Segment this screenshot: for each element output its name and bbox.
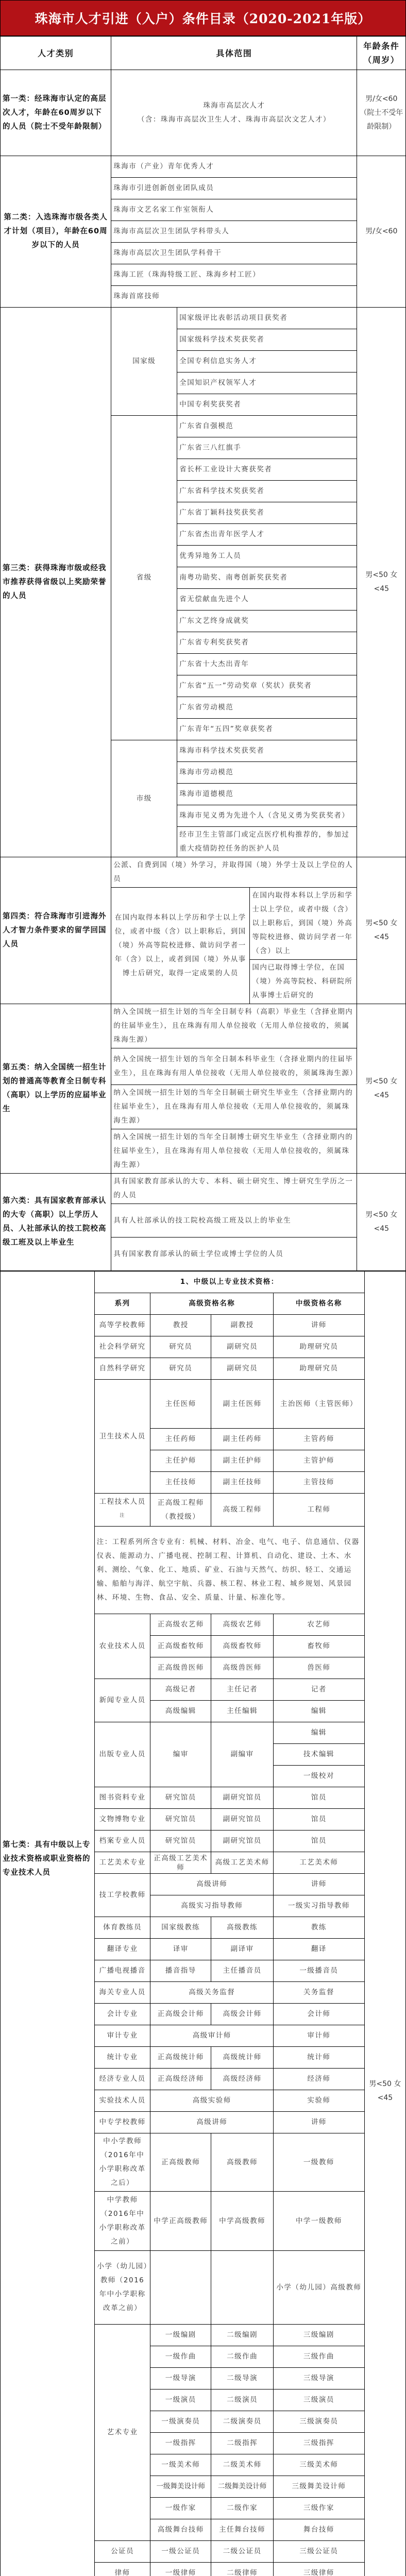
senior-title: 研究员 <box>150 1358 211 1380</box>
intermediate-title: 主管药师 <box>274 1429 365 1450</box>
intermediate-title: 工艺美术师 <box>274 1852 365 1874</box>
category-3: 第三类：获得珠海市级或经我市推荐获得省级以上奖励荣誉的人员 <box>1 308 111 857</box>
list-item: 珠海市文艺名家工作室领衔人 <box>111 199 357 221</box>
list-item: 省无偿献血先进个人 <box>177 589 357 611</box>
senior-title: 副主任护师 <box>211 1450 274 1472</box>
series-name: 文物博物专业 <box>94 1809 150 1831</box>
intermediate-title: 三级舞美设计师 <box>274 2476 365 2498</box>
series-name: 中专学校教师 <box>94 2112 150 2133</box>
list-item: 珠海市（产业）青年优秀人才 <box>111 156 357 178</box>
senior-title: 副研究馆员 <box>211 1831 274 1852</box>
senior-title: 二级指挥 <box>211 2433 274 2454</box>
senior-title: 研究馆员 <box>150 1809 211 1831</box>
scope-text: 珠海市高层次人才 <box>113 99 354 113</box>
senior-title: 一级编剧 <box>150 2325 211 2346</box>
intermediate-title: 助理研究员 <box>274 1358 365 1380</box>
intermediate-title: 一级播音员 <box>274 1960 365 1982</box>
senior-title: 高级畜牧师 <box>211 1636 274 1657</box>
list-item: 南粤功勋奖、南粤创新奖获奖者 <box>177 567 357 589</box>
intermediate-title: 讲师 <box>274 2112 365 2133</box>
senior-title: 高级审计师 <box>150 2025 274 2047</box>
senior-title: 正高级教师 <box>150 2133 211 2192</box>
intermediate-title: 三级编剧 <box>274 2325 365 2346</box>
intermediate-title: 兽医师 <box>274 1657 365 1679</box>
table-row <box>1 70 406 156</box>
senior-title: 高级关务监督 <box>150 1982 274 2004</box>
senior-title: 研究馆员 <box>150 1787 211 1809</box>
table-header <box>1 37 406 70</box>
senior-title: 一级作曲 <box>150 2346 211 2368</box>
senior-title: 一级演员 <box>150 2389 211 2411</box>
senior-title: 二级演奏员 <box>211 2411 274 2433</box>
senior-title: 高级舞台技师 <box>150 2519 211 2541</box>
list-item: 中国专利奖获奖者 <box>177 394 357 416</box>
series-name: 实验技术人员 <box>94 2090 150 2112</box>
age-condition: 男<50 女<45 <box>364 1272 405 2576</box>
age-condition: 男<50 女<45 <box>357 1174 406 1271</box>
intermediate-title: 主治医师（主管医师） <box>274 1380 365 1429</box>
senior-title: 一级指挥 <box>150 2433 211 2454</box>
header-scope: 具体范围 <box>111 37 357 70</box>
series-name: 统计专业 <box>94 2047 150 2069</box>
level-label: 省级 <box>111 416 177 740</box>
senior-title: 一级演奏员 <box>150 2411 211 2433</box>
list-item: 广东省专利奖获奖者 <box>177 632 357 654</box>
list-item: 经市卫生主管部门或定点医疗机构推荐的，参加过重大疫情防控任务的医护人员 <box>177 827 357 857</box>
intermediate-title: 统计师 <box>274 2047 365 2069</box>
talent-catalog-table <box>0 36 406 1271</box>
intermediate-title: 畜牧师 <box>274 1636 365 1657</box>
list-item: 纳入全国统一招生计划的当年全日制本科毕业生（含择业期内的往届毕业生），且在珠海有用人单位接收（无用人单位接收的，须属珠海生源） <box>111 1048 357 1085</box>
senior-title: 高级会计师 <box>211 2004 274 2025</box>
intermediate-title: 三级演员 <box>274 2389 365 2411</box>
senior-title: 一级导演 <box>150 2368 211 2389</box>
senior-title: 高级工程师 <box>211 1494 274 1527</box>
column-header: 高级资格名称 <box>150 1293 274 1315</box>
senior-title: 二级导演 <box>211 2368 274 2389</box>
engineering-note: 注：工程系列所含专业有：机械、材料、冶金、电气、电子、信息通信、仪器仪表、能源动力、广播电视、控制工程、计算机、自动化、建设、土木、水利、测绘、气象、化工、地质、矿业、石油与天然气、纺织、轻工、交通运输、船舶与海洋、航空宇航、兵器、核工程、林业工程、城乡规划、风景园林、环境、生物、食品、安全、质量、计量、标准化等。 <box>94 1527 364 1614</box>
senior-title: 主任护师 <box>150 1450 211 1472</box>
series-name: 体育教练员 <box>94 1917 150 1939</box>
intermediate-title: 主管护师 <box>274 1450 365 1472</box>
intermediate-title: 三级美术师 <box>274 2454 365 2476</box>
list-item: 在国内取得本科以上学历和学士以上学位，或者中级（含）以上职称后，到国（境）外高等院校进修、做访问学者一年（含）以上，或者到国（境）外从事博士后研究，取得一定成果的人员 <box>111 888 250 1004</box>
senior-title: 副研究馆员 <box>211 1787 274 1809</box>
empty-cell <box>211 2251 274 2325</box>
senior-title: 二级舞美设计师 <box>211 2476 274 2498</box>
intermediate-title: 助理研究员 <box>274 1336 365 1358</box>
intermediate-title: 编辑 <box>274 1701 365 1722</box>
list-item: 珠海市道德模范 <box>177 784 357 805</box>
series-name: 社会科学研究 <box>94 1336 150 1358</box>
senior-title: 一级美术师 <box>150 2454 211 2476</box>
note-marker: 注 <box>120 1513 125 1518</box>
senior-title: 副译审 <box>211 1939 274 1960</box>
age-condition: 男<50 女<45 <box>357 308 406 857</box>
series-name: 中学教师（2016年中小学职称改革之前） <box>94 2192 150 2251</box>
page-title: 珠海市人才引进（入户）条件目录（2020-2021年版） <box>0 0 406 36</box>
senior-title: 正高级畜牧师 <box>150 1636 211 1657</box>
senior-title: 高级编辑 <box>150 1701 211 1722</box>
senior-title: 研究馆员 <box>150 1831 211 1852</box>
intermediate-title: 三级作家 <box>274 2498 365 2519</box>
intermediate-title: 三级指挥 <box>274 2433 365 2454</box>
series-name: 会计专业 <box>94 2004 150 2025</box>
intermediate-title: 小学（幼儿园）高级教师 <box>274 2251 365 2325</box>
list-item: 公派、自费到国（境）外学习，并取得国（境）外学士及以上学位的人员 <box>111 857 357 888</box>
senior-title: 正高级工艺美术师 <box>150 1852 211 1874</box>
senior-title: 二级律师 <box>211 2563 274 2576</box>
series-name: 中小学教师（2016年中小学职称改革之后） <box>94 2133 150 2192</box>
category-7: 第七类：具有中级以上专业技术资格或职业资格的专业技术人员 <box>1 1272 95 2576</box>
series-name: 技工学校教师 <box>94 1874 150 1917</box>
age-condition: 男/女<60 <box>357 156 406 308</box>
series-name: 图书资料专业 <box>94 1787 150 1809</box>
list-item: 广东省科学技术奖获奖者 <box>177 481 357 502</box>
senior-title: 一级舞美设计师 <box>150 2476 211 2498</box>
senior-title: 副主任医师 <box>211 1380 274 1429</box>
category-1: 第一类：经珠海市认定的高层次人才，年龄在60周岁以下的人员（院士不受年龄限制） <box>1 70 111 156</box>
list-item: 纳入全国统一招生计划的当年全日制博士研究生毕业生（含择业期内的往届毕业生），且在珠海有用人单位接收（无用人单位接收的，须属珠海生源） <box>111 1129 357 1174</box>
senior-title: 高级统计师 <box>211 2047 274 2069</box>
list-item: 广东省杰出青年医学人才 <box>177 524 357 546</box>
intermediate-title: 经济师 <box>274 2069 365 2090</box>
senior-title: 高级经济师 <box>211 2069 274 2090</box>
senior-title: 一级公证员 <box>150 2541 211 2563</box>
list-item: 纳入全国统一招生计划的当年全日制专科（高职）毕业生（含择业期内的往届毕业生），且在珠海有用人单位接收（无用人单位接收的，须属珠海生源） <box>111 1004 357 1048</box>
scope-text: （含：珠海市高层次卫生人才、珠海市高层次文艺人才） <box>113 113 354 127</box>
list-item: 广东省十大杰出青年 <box>177 654 357 675</box>
empty-cell <box>150 2251 211 2325</box>
series-name: 卫生技术人员 <box>94 1380 150 1494</box>
intermediate-title: 三级演奏员 <box>274 2411 365 2433</box>
list-item: 广东省三八红旗手 <box>177 437 357 459</box>
senior-title: 研究员 <box>150 1336 211 1358</box>
age-condition: 男/女<60（院士不受年龄限制） <box>357 70 406 156</box>
senior-title: 高级农艺师 <box>211 1614 274 1636</box>
senior-title: 播音指导 <box>150 1960 211 1982</box>
list-item: 省长杯工业设计大赛获奖者 <box>177 459 357 481</box>
senior-title: 副研究员 <box>211 1336 274 1358</box>
list-item: 珠海市劳动模范 <box>177 762 357 784</box>
series-name: 农业技术人员 <box>94 1614 150 1679</box>
category-4: 第四类：符合珠海市引进海外人才智力条件要求的留学回国人员 <box>1 857 111 1004</box>
series-name: 审计专业 <box>94 2025 150 2047</box>
senior-title: 高级实习指导教师 <box>150 1895 274 1917</box>
senior-title: 主任播音员 <box>211 1960 274 1982</box>
senior-title: 编审 <box>150 1722 211 1787</box>
list-item: 全国专利信息实务人才 <box>177 351 357 372</box>
intermediate-title: 记者 <box>274 1679 365 1701</box>
column-header: 中级资格名称 <box>274 1293 365 1315</box>
senior-title: 主任记者 <box>211 1679 274 1701</box>
list-item: 国家级评比表彰活动项目获奖者 <box>177 308 357 329</box>
category-5: 第五类：纳入全国统一招生计划的普通高等教育全日制专科（高职）以上学历的应届毕业生 <box>1 1004 111 1174</box>
intermediate-title: 翻译 <box>274 1939 365 1960</box>
intermediate-title: 中学一级教师 <box>274 2192 365 2251</box>
list-item: 纳入全国统一招生计划的当年全日制硕士研究生毕业生（含择业期内的往届毕业生），且在珠海有用人单位接收（无用人单位接收的，须属珠海生源） <box>111 1085 357 1129</box>
header-category: 人才类别 <box>1 37 111 70</box>
intermediate-title: 三级律师 <box>274 2563 365 2576</box>
list-item: 广东青年“五四”奖章获奖者 <box>177 719 357 740</box>
senior-title: 高级工艺美术师 <box>211 1852 274 1874</box>
list-item: 珠海市高层次卫生团队学科骨干 <box>111 243 357 264</box>
list-item: 具有人社部承认的技工院校高级工班及以上的毕业生 <box>111 1204 357 1238</box>
senior-title: 正高级工程师（教授级） <box>150 1494 211 1527</box>
senior-title: 主任技师 <box>150 1472 211 1494</box>
intermediate-title: 馆员 <box>274 1831 365 1852</box>
series-name: 工艺美术专业 <box>94 1852 150 1874</box>
intermediate-title: 教练 <box>274 1917 365 1939</box>
series-name: 出版专业人员 <box>94 1722 150 1787</box>
senior-title: 副研究员 <box>211 1358 274 1380</box>
series-name: 经济专业人员 <box>94 2069 150 2090</box>
level-label: 国家级 <box>111 308 177 416</box>
category-2: 第二类：入选珠海市级各类人才计划（项目），年龄在60周岁以下的人员 <box>1 156 111 308</box>
senior-title: 副主任技师 <box>211 1472 274 1494</box>
list-item: 国家级科学技术奖获奖者 <box>177 329 357 351</box>
intermediate-title: 关务监督 <box>274 1982 365 2004</box>
senior-title: 正高级会计师 <box>150 2004 211 2025</box>
list-item: 珠海工匠（珠海特级工匠、珠海乡村工匠） <box>111 264 357 286</box>
intermediate-title: 一级教师 <box>274 2133 365 2192</box>
senior-title: 高级实验师 <box>150 2090 274 2112</box>
senior-title: 主任编辑 <box>211 1701 274 1722</box>
senior-title: 正高级农艺师 <box>150 1614 211 1636</box>
series-name: 律师 <box>94 2563 150 2576</box>
series-name <box>94 1494 150 1527</box>
intermediate-title: 一级实习指导教师 <box>274 1895 365 1917</box>
list-item: 广东省“五一”劳动奖章（奖状）获奖者 <box>177 675 357 697</box>
intermediate-title: 工程师 <box>274 1494 365 1527</box>
senior-title: 二级作家 <box>211 2498 274 2519</box>
list-item: 珠海市科学技术奖获奖者 <box>177 740 357 762</box>
category-6: 第六类：具有国家教育部承认的大专（高职）以上学历人员、人社部承认的技工院校高级工班及以上毕业生 <box>1 1174 111 1271</box>
senior-title: 二级演员 <box>211 2389 274 2411</box>
intermediate-title: 审计师 <box>274 2025 365 2047</box>
header-age: 年龄条件（周岁） <box>357 37 406 70</box>
list-item: 珠海市见义勇为先进个人（含见义勇为奖获奖者） <box>177 805 357 827</box>
list-item: 广东省劳动模范 <box>177 697 357 719</box>
list-item: 广东省丁颖科技奖获奖者 <box>177 502 357 524</box>
series-name: 广播电视播音 <box>94 1960 150 1982</box>
intermediate-title: 农艺师 <box>274 1614 365 1636</box>
list-item: 广东文艺终身成就奖 <box>177 611 357 632</box>
intermediate-title: 馆员 <box>274 1787 365 1809</box>
senior-title: 一级律师 <box>150 2563 211 2576</box>
senior-title: 中学正高级教师 <box>150 2192 211 2251</box>
list-item: 具有国家教育部承认的大专、本科、硕士研究生、博士研究生学历之一的人员 <box>111 1174 357 1204</box>
senior-title: 主任药师 <box>150 1429 211 1450</box>
senior-title: 高级教师 <box>211 2133 274 2192</box>
senior-title: 副研究馆员 <box>211 1809 274 1831</box>
series-name: 高等学校教师 <box>94 1315 150 1336</box>
senior-title: 一级作家 <box>150 2498 211 2519</box>
series-name: 新闻专业人员 <box>94 1679 150 1722</box>
intermediate-title: 会计师 <box>274 2004 365 2025</box>
series-name: 档案专业人员 <box>94 1831 150 1852</box>
intermediate-title: 实验师 <box>274 2090 365 2112</box>
intermediate-title: 舞台技师 <box>274 2519 365 2541</box>
intermediate-title: 一级校对 <box>274 1766 365 1787</box>
senior-title: 二级公证员 <box>211 2541 274 2563</box>
senior-title: 副主任药师 <box>211 1429 274 1450</box>
senior-title: 高级记者 <box>150 1679 211 1701</box>
list-item: 珠海市高层次卫生团队学科带头人 <box>111 221 357 243</box>
intermediate-title: 三级公证员 <box>274 2541 365 2563</box>
intermediate-title: 技术编辑 <box>274 1744 365 1766</box>
intermediate-title: 编辑 <box>274 1722 365 1744</box>
senior-title: 译审 <box>150 1939 211 1960</box>
senior-title: 教授 <box>150 1315 211 1336</box>
senior-title: 正高级经济师 <box>150 2069 211 2090</box>
senior-title: 主任舞台技师 <box>211 2519 274 2541</box>
senior-title: 高级兽医师 <box>211 1657 274 1679</box>
senior-title: 正高级兽医师 <box>150 1657 211 1679</box>
series-name: 翻译专业 <box>94 1939 150 1960</box>
senior-title: 副编审 <box>211 1722 274 1787</box>
senior-title: 高级教练 <box>211 1917 274 1939</box>
intermediate-title: 主管技师 <box>274 1472 365 1494</box>
age-condition: 男<50 女<45 <box>357 1004 406 1174</box>
series-label: 工程技术人员 <box>99 1498 146 1506</box>
intermediate-title: 馆员 <box>274 1809 365 1831</box>
senior-title: 国家级教练 <box>150 1917 211 1939</box>
list-item: 国内已取得博士学位，在国（境）外高等院校、科研院所从事博士后研究的 <box>250 960 357 1004</box>
senior-title: 中学高级教师 <box>211 2192 274 2251</box>
list-item: 在国内取得本科以上学历和学士以上学位，或者中级（含）以上职称后，到国（境）外高等院校进修、做访问学者一年（含）以上 <box>250 888 357 960</box>
intermediate-title: 三级作曲 <box>274 2346 365 2368</box>
senior-title: 高级讲师 <box>150 2112 274 2133</box>
senior-title: 高级讲师 <box>150 1874 274 1895</box>
series-name: 艺术专业 <box>94 2325 150 2541</box>
section-title: 1、中级以上专业技术资格： <box>94 1272 364 1293</box>
series-name: 海关专业人员 <box>94 1982 150 2004</box>
series-name: 小学（幼儿园）教师（2016年中小学职称改革之前） <box>94 2251 150 2325</box>
list-item: 珠海首席技师 <box>111 286 357 308</box>
list-item: 广东省自强模范 <box>177 416 357 437</box>
list-item: 珠海市引进创新创业团队成员 <box>111 178 357 199</box>
senior-title: 二级美术师 <box>211 2454 274 2476</box>
senior-title: 副教授 <box>211 1315 274 1336</box>
category-7-table <box>0 1271 406 2576</box>
intermediate-title: 三级导演 <box>274 2368 365 2389</box>
age-condition: 男<50 女<45 <box>357 857 406 1004</box>
senior-title: 主任医师 <box>150 1380 211 1429</box>
senior-title: 二级编剧 <box>211 2325 274 2346</box>
senior-title: 二级作曲 <box>211 2346 274 2368</box>
list-item: 具有国家教育部承认的硕士学位或博士学位的人员 <box>111 1238 357 1271</box>
level-label: 市级 <box>111 740 177 857</box>
list-item: 全国知识产权领军人才 <box>177 372 357 394</box>
intermediate-title: 讲师 <box>274 1315 365 1336</box>
series-name: 公证员 <box>94 2541 150 2563</box>
column-header: 系列 <box>94 1293 150 1315</box>
senior-title: 正高级统计师 <box>150 2047 211 2069</box>
intermediate-title: 讲师 <box>274 1874 365 1895</box>
list-item: 优秀异地务工人员 <box>177 546 357 567</box>
series-name: 自然科学研究 <box>94 1358 150 1380</box>
